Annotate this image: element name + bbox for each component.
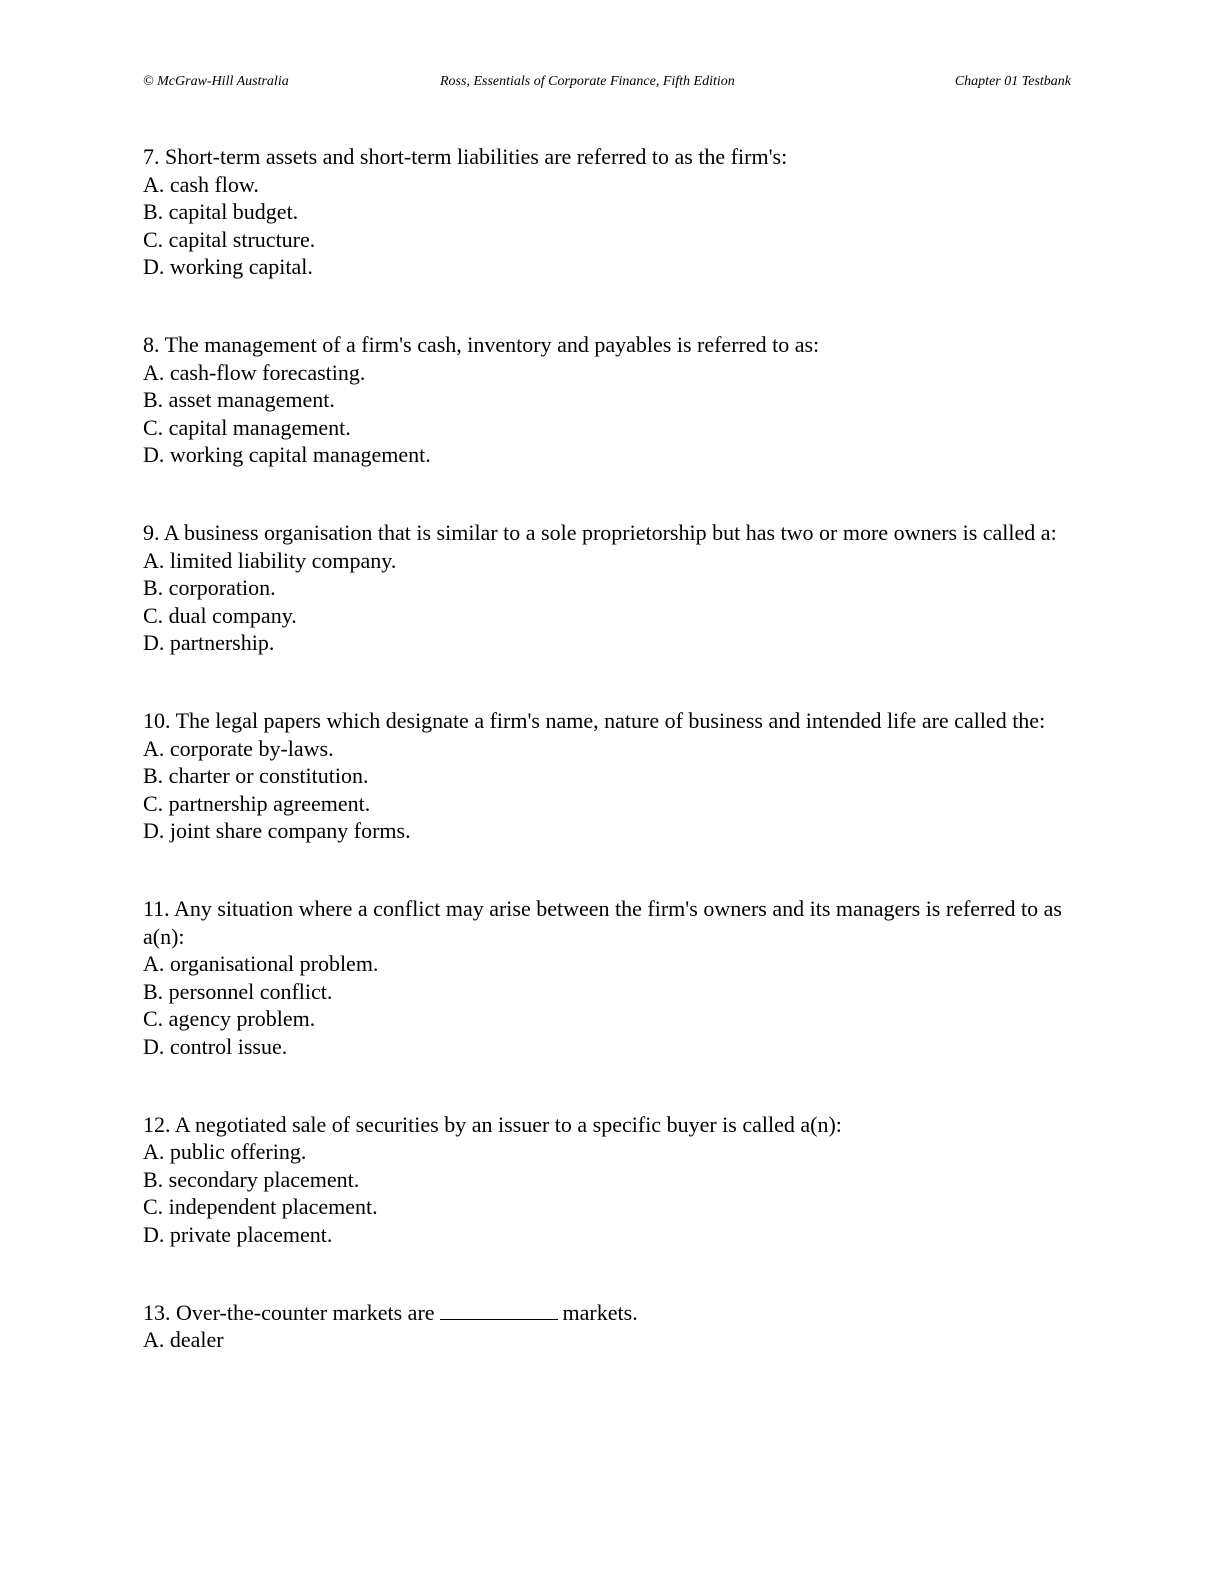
question-13 (143, 1299, 1063, 1354)
question-7 (143, 143, 1063, 281)
question-text: 11. Any situation where a conflict may arise between the firm's owners and its managers is referred to as a(n): (143, 896, 1062, 949)
question-8 (143, 331, 1063, 469)
option-a: A. dealer (143, 1327, 224, 1352)
option-c: C. partnership agreement. (143, 790, 371, 816)
option-b: B. asset management. (143, 387, 335, 412)
option-d: D. working capital. (143, 254, 313, 279)
question-text (143, 1299, 1063, 1327)
header-copyright: © McGraw-Hill Australia (143, 74, 289, 89)
option-d: D. working capital management. (143, 442, 431, 467)
option-d: D. control issue. (143, 1033, 288, 1059)
option-c: C. dual company. (143, 602, 297, 628)
question-text: 8. The management of a firm's cash, inventory and payables is referred to as: (143, 332, 820, 357)
header-book-title: Ross, Essentials of Corporate Finance, Fifth Edition (440, 74, 735, 89)
option-c: C. capital management. (143, 414, 351, 440)
option-c: C. capital structure. (143, 226, 316, 252)
page-header (143, 73, 1071, 91)
question-list (143, 143, 1063, 1404)
question-12 (143, 1111, 1063, 1249)
option-b: B. corporation. (143, 575, 276, 600)
option-b: B. personnel conflict. (143, 978, 333, 1004)
option-d: D. private placement. (143, 1221, 333, 1247)
option-d: D. joint share company forms. (143, 818, 411, 843)
question-text-after-blank: markets. (562, 1299, 638, 1325)
option-c: C. independent placement. (143, 1194, 378, 1219)
option-a: A. public offering. (143, 1139, 307, 1164)
option-b: B. capital budget. (143, 199, 299, 224)
option-a: A. cash-flow forecasting. (143, 359, 366, 385)
question-text: 9. A business organisation that is similar to a sole proprietorship but has two or more owners is called a: (143, 520, 1057, 545)
option-a: A. limited liability company. (143, 547, 397, 573)
question-text: 12. A negotiated sale of securities by an issuer to a specific buyer is called a(n): (143, 1111, 842, 1137)
question-text: 7. Short-term assets and short-term liabilities are referred to as the firm's: (143, 144, 788, 169)
question-10 (143, 707, 1063, 845)
option-a: A. organisational problem. (143, 951, 379, 976)
question-text-before-blank: 13. Over-the-counter markets are (143, 1299, 435, 1325)
question-11 (143, 895, 1063, 1060)
option-b: B. charter or constitution. (143, 763, 369, 788)
option-c: C. agency problem. (143, 1006, 316, 1031)
header-chapter: Chapter 01 Testbank (954, 74, 1071, 89)
option-a: A. corporate by-laws. (143, 735, 334, 761)
question-text: 10. The legal papers which designate a firm's name, nature of business and intended life are called the: (143, 708, 1046, 733)
option-d: D. partnership. (143, 630, 275, 655)
answer-blank (440, 1301, 558, 1320)
option-b: B. secondary placement. (143, 1166, 360, 1192)
option-a: A. cash flow. (143, 171, 259, 197)
question-9 (143, 519, 1063, 657)
